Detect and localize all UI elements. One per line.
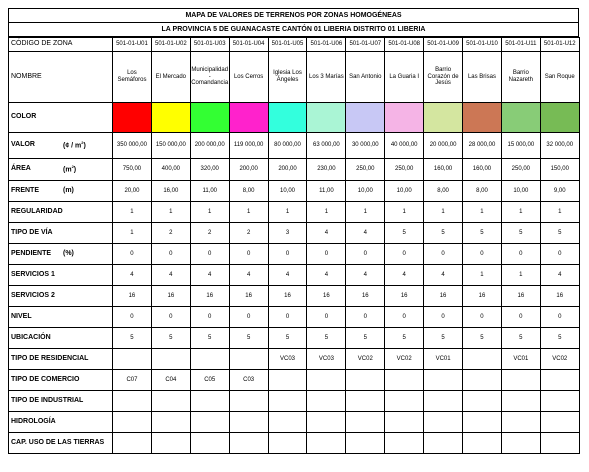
servicios1-cell: 4	[190, 265, 229, 286]
nombre-cell: Los Cerros	[229, 52, 268, 103]
area-label	[9, 159, 113, 181]
codigo-cell: 501-01-U08	[385, 38, 424, 52]
ubicacion-cell: 5	[385, 328, 424, 349]
empty-cell	[463, 412, 502, 433]
empty-cell	[463, 391, 502, 412]
servicios1-cell: 1	[501, 265, 540, 286]
nivel-cell: 0	[113, 307, 152, 328]
area-cell: 400,00	[151, 159, 190, 181]
residencial-cell	[229, 349, 268, 370]
comercio-cell	[268, 370, 307, 391]
frente-cell: 16,00	[151, 181, 190, 202]
servicios1-cell: 4	[229, 265, 268, 286]
empty-cell	[151, 412, 190, 433]
label-text: NOMBRE	[11, 72, 42, 80]
valor-cell: 150 000,00	[151, 133, 190, 159]
servicios1-cell: 4	[151, 265, 190, 286]
valor-cell: 350 000,00	[113, 133, 152, 159]
pendiente-cell: 0	[190, 244, 229, 265]
codigo-cell: 501-01-U04	[229, 38, 268, 52]
comercio-cell	[463, 370, 502, 391]
row-hidrologia	[9, 412, 580, 433]
label-text: PENDIENTE	[11, 249, 52, 257]
area-cell: 200,00	[268, 159, 307, 181]
empty-cell	[424, 412, 463, 433]
valor-cell: 63 000,00	[307, 133, 346, 159]
residencial-cell: VC02	[346, 349, 385, 370]
tipo-via-cell: 4	[307, 223, 346, 244]
row-tipo-via	[9, 223, 580, 244]
codigo-label	[9, 38, 113, 52]
ubicacion-cell: 5	[151, 328, 190, 349]
empty-cell	[385, 391, 424, 412]
empty-cell	[501, 391, 540, 412]
area-cell: 150,00	[540, 159, 579, 181]
tipo-via-cell: 5	[424, 223, 463, 244]
regularidad-cell: 1	[346, 202, 385, 223]
servicios2-cell: 16	[540, 286, 579, 307]
tipo-via-cell: 3	[268, 223, 307, 244]
valor-cell: 119 000,00	[229, 133, 268, 159]
nivel-cell: 0	[385, 307, 424, 328]
comercio-cell	[385, 370, 424, 391]
codigo-cell: 501-01-U12	[540, 38, 579, 52]
tipo-via-cell: 2	[151, 223, 190, 244]
servicios1-label	[9, 265, 113, 286]
ubicacion-cell: 5	[463, 328, 502, 349]
industrial-label	[9, 391, 113, 412]
empty-cell	[385, 433, 424, 454]
empty-cell	[113, 391, 152, 412]
servicios1-cell: 1	[463, 265, 502, 286]
servicios2-cell: 16	[229, 286, 268, 307]
area-cell: 250,00	[346, 159, 385, 181]
valuation-sheet	[8, 8, 579, 454]
frente-cell: 10,00	[501, 181, 540, 202]
codigo-cell: 501-01-U09	[424, 38, 463, 52]
row-comercio	[9, 370, 580, 391]
nivel-cell: 0	[229, 307, 268, 328]
document-title: MAPA DE VALORES DE TERRENOS POR ZONAS HOMOGÉNEAS	[9, 9, 579, 23]
row-cap-uso	[9, 433, 580, 454]
frente-cell: 11,00	[307, 181, 346, 202]
label-text: VALOR	[11, 141, 35, 149]
comercio-cell	[540, 370, 579, 391]
codigo-cell: 501-01-U03	[190, 38, 229, 52]
tipo-via-cell: 5	[463, 223, 502, 244]
empty-cell	[385, 412, 424, 433]
area-cell: 250,00	[385, 159, 424, 181]
row-servicios1	[9, 265, 580, 286]
comercio-cell: C03	[229, 370, 268, 391]
residencial-cell: VC01	[501, 349, 540, 370]
pendiente-label	[9, 244, 113, 265]
label-text: CAP. USO DE LAS TIERRAS	[11, 438, 105, 446]
color-swatch	[307, 103, 346, 133]
area-cell: 320,00	[190, 159, 229, 181]
pendiente-cell: 0	[268, 244, 307, 265]
servicios2-cell: 16	[463, 286, 502, 307]
row-regularidad	[9, 202, 580, 223]
servicios2-cell: 16	[113, 286, 152, 307]
regularidad-cell: 1	[463, 202, 502, 223]
codigo-cell: 501-01-U11	[501, 38, 540, 52]
servicios2-cell: 16	[307, 286, 346, 307]
residencial-cell: VC02	[385, 349, 424, 370]
label-text: SERVICIOS 2	[11, 291, 55, 299]
tipo-via-cell: 2	[190, 223, 229, 244]
color-swatch	[268, 103, 307, 133]
empty-cell	[113, 433, 152, 454]
color-swatch	[501, 103, 540, 133]
area-cell: 750,00	[113, 159, 152, 181]
tipo-via-cell: 5	[501, 223, 540, 244]
comercio-cell: C05	[190, 370, 229, 391]
pendiente-cell: 0	[229, 244, 268, 265]
servicios2-cell: 16	[151, 286, 190, 307]
empty-cell	[307, 433, 346, 454]
residencial-cell	[151, 349, 190, 370]
nivel-cell: 0	[268, 307, 307, 328]
nombre-label	[9, 52, 113, 103]
ubicacion-cell: 5	[501, 328, 540, 349]
color-swatch	[385, 103, 424, 133]
nivel-cell: 0	[463, 307, 502, 328]
frente-cell: 11,00	[190, 181, 229, 202]
unit-label: (m)	[63, 186, 74, 194]
label-text: ÁREA	[11, 165, 31, 173]
servicios2-cell: 16	[268, 286, 307, 307]
servicios2-cell: 16	[190, 286, 229, 307]
pendiente-cell: 0	[346, 244, 385, 265]
ubicacion-cell: 5	[190, 328, 229, 349]
tipo-via-cell: 2	[229, 223, 268, 244]
servicios2-cell: 16	[501, 286, 540, 307]
servicios1-cell: 4	[385, 265, 424, 286]
ubicacion-cell: 5	[268, 328, 307, 349]
empty-cell	[268, 412, 307, 433]
row-codigo	[9, 38, 580, 52]
empty-cell	[424, 433, 463, 454]
nombre-cell: Iglesia Los Ángeles	[268, 52, 307, 103]
comercio-cell	[307, 370, 346, 391]
residencial-cell: VC01	[424, 349, 463, 370]
pendiente-cell: 0	[113, 244, 152, 265]
nombre-cell: Municipalidad - Comandancia	[190, 52, 229, 103]
color-swatch	[424, 103, 463, 133]
nombre-cell: El Mercado	[151, 52, 190, 103]
label-text: UBICACIÓN	[11, 333, 51, 341]
valor-cell: 200 000,00	[190, 133, 229, 159]
area-cell: 160,00	[424, 159, 463, 181]
pendiente-cell: 0	[501, 244, 540, 265]
color-swatch	[463, 103, 502, 133]
nombre-cell: Barrio Nazareth	[501, 52, 540, 103]
label-text: HIDROLOGÍA	[11, 417, 56, 425]
ubicacion-cell: 5	[424, 328, 463, 349]
empty-cell	[190, 391, 229, 412]
valor-cell: 32 000,00	[540, 133, 579, 159]
codigo-cell: 501-01-U01	[113, 38, 152, 52]
row-residencial	[9, 349, 580, 370]
unit-label: (%)	[63, 249, 74, 257]
pendiente-cell: 0	[424, 244, 463, 265]
row-ubicacion	[9, 328, 580, 349]
tipo-via-label	[9, 223, 113, 244]
label-text: TIPO DE COMERCIO	[11, 375, 80, 383]
zone-table	[8, 37, 580, 454]
ubicacion-cell: 5	[229, 328, 268, 349]
empty-cell	[346, 412, 385, 433]
empty-cell	[501, 433, 540, 454]
residencial-cell	[190, 349, 229, 370]
row-servicios2	[9, 286, 580, 307]
tipo-via-cell: 5	[540, 223, 579, 244]
label-text: NIVEL	[11, 312, 32, 320]
title-block	[8, 8, 579, 37]
nivel-cell: 0	[307, 307, 346, 328]
row-pendiente	[9, 244, 580, 265]
residencial-cell: VC02	[540, 349, 579, 370]
area-cell: 230,00	[307, 159, 346, 181]
row-frente	[9, 181, 580, 202]
empty-cell	[346, 391, 385, 412]
servicios2-label	[9, 286, 113, 307]
residencial-cell: VC03	[268, 349, 307, 370]
regularidad-cell: 1	[268, 202, 307, 223]
comercio-cell	[424, 370, 463, 391]
tipo-via-cell: 5	[385, 223, 424, 244]
area-cell: 250,00	[501, 159, 540, 181]
nivel-cell: 0	[501, 307, 540, 328]
valor-cell: 28 000,00	[463, 133, 502, 159]
label-text: TIPO DE VÍA	[11, 228, 53, 236]
nombre-cell: San Antonio	[346, 52, 385, 103]
label-text: REGULARIDAD	[11, 207, 63, 215]
comercio-cell	[346, 370, 385, 391]
servicios2-cell: 16	[385, 286, 424, 307]
nombre-cell: Los Semáforos	[113, 52, 152, 103]
color-swatch	[229, 103, 268, 133]
regularidad-cell: 1	[540, 202, 579, 223]
label-text: TIPO DE RESIDENCIAL	[11, 354, 89, 362]
empty-cell	[463, 433, 502, 454]
frente-cell: 10,00	[346, 181, 385, 202]
area-cell: 200,00	[229, 159, 268, 181]
empty-cell	[540, 412, 579, 433]
comercio-cell	[501, 370, 540, 391]
label-text: COLOR	[11, 113, 37, 121]
residencial-label	[9, 349, 113, 370]
empty-cell	[346, 433, 385, 454]
frente-cell: 10,00	[385, 181, 424, 202]
tipo-via-cell: 1	[113, 223, 152, 244]
empty-cell	[307, 412, 346, 433]
codigo-cell: 501-01-U07	[346, 38, 385, 52]
empty-cell	[190, 433, 229, 454]
empty-cell	[151, 391, 190, 412]
area-cell: 160,00	[463, 159, 502, 181]
regularidad-cell: 1	[229, 202, 268, 223]
pendiente-cell: 0	[385, 244, 424, 265]
color-swatch	[151, 103, 190, 133]
frente-cell: 8,00	[463, 181, 502, 202]
ubicacion-cell: 5	[307, 328, 346, 349]
row-nivel	[9, 307, 580, 328]
servicios2-cell: 16	[346, 286, 385, 307]
nombre-cell: La Guaria I	[385, 52, 424, 103]
pendiente-cell: 0	[307, 244, 346, 265]
row-nombre	[9, 52, 580, 103]
row-valor	[9, 133, 580, 159]
frente-cell: 9,00	[540, 181, 579, 202]
label-text: FRENTE	[11, 186, 39, 194]
frente-cell: 8,00	[424, 181, 463, 202]
nombre-cell: Barrio Corazón de Jesús	[424, 52, 463, 103]
label-text: SERVICIOS 1	[11, 270, 55, 278]
nivel-cell: 0	[424, 307, 463, 328]
valor-cell: 15 000,00	[501, 133, 540, 159]
codigo-cell: 501-01-U02	[151, 38, 190, 52]
regularidad-cell: 1	[385, 202, 424, 223]
frente-cell: 8,00	[229, 181, 268, 202]
ubicacion-cell: 5	[346, 328, 385, 349]
document-subtitle: LA PROVINCIA 5 DE GUANACASTE CANTÓN 01 LIBERIA DISTRITO 01 LIBERIA	[9, 23, 579, 37]
pendiente-cell: 0	[540, 244, 579, 265]
nivel-cell: 0	[151, 307, 190, 328]
codigo-cell: 501-01-U05	[268, 38, 307, 52]
valor-label	[9, 133, 113, 159]
ubicacion-label	[9, 328, 113, 349]
regularidad-label	[9, 202, 113, 223]
cap-uso-label	[9, 433, 113, 454]
frente-label	[9, 181, 113, 202]
empty-cell	[190, 412, 229, 433]
row-color	[9, 103, 580, 133]
residencial-cell	[113, 349, 152, 370]
comercio-label	[9, 370, 113, 391]
color-label	[9, 103, 113, 133]
empty-cell	[307, 391, 346, 412]
empty-cell	[268, 391, 307, 412]
valor-cell: 80 000,00	[268, 133, 307, 159]
servicios1-cell: 4	[346, 265, 385, 286]
empty-cell	[540, 391, 579, 412]
ubicacion-cell: 5	[113, 328, 152, 349]
codigo-cell: 501-01-U10	[463, 38, 502, 52]
codigo-cell: 501-01-U06	[307, 38, 346, 52]
pendiente-cell: 0	[463, 244, 502, 265]
unit-label: (¢ / $m^2$)	[63, 140, 86, 150]
unit-label: $(m^2)$	[63, 164, 77, 174]
empty-cell	[229, 391, 268, 412]
frente-cell: 10,00	[268, 181, 307, 202]
residencial-cell	[463, 349, 502, 370]
comercio-cell: C04	[151, 370, 190, 391]
valor-cell: 30 000,00	[346, 133, 385, 159]
servicios2-cell: 16	[424, 286, 463, 307]
servicios1-cell: 4	[424, 265, 463, 286]
label-text: TIPO DE INDUSTRIAL	[11, 396, 84, 404]
empty-cell	[113, 412, 152, 433]
regularidad-cell: 1	[307, 202, 346, 223]
ubicacion-cell: 5	[540, 328, 579, 349]
regularidad-cell: 1	[190, 202, 229, 223]
nivel-cell: 0	[190, 307, 229, 328]
empty-cell	[540, 433, 579, 454]
tipo-via-cell: 4	[346, 223, 385, 244]
frente-cell: 20,00	[113, 181, 152, 202]
empty-cell	[229, 433, 268, 454]
color-swatch	[113, 103, 152, 133]
valor-cell: 20 000,00	[424, 133, 463, 159]
regularidad-cell: 1	[501, 202, 540, 223]
color-swatch	[190, 103, 229, 133]
empty-cell	[424, 391, 463, 412]
regularidad-cell: 1	[151, 202, 190, 223]
nombre-cell: San Roque	[540, 52, 579, 103]
empty-cell	[268, 433, 307, 454]
hidrologia-label	[9, 412, 113, 433]
pendiente-cell: 0	[151, 244, 190, 265]
servicios1-cell: 4	[113, 265, 152, 286]
color-swatch	[346, 103, 385, 133]
nivel-cell: 0	[540, 307, 579, 328]
servicios1-cell: 4	[268, 265, 307, 286]
valor-cell: 40 000,00	[385, 133, 424, 159]
servicios1-cell: 4	[307, 265, 346, 286]
label-text: CÓDIGO DE ZONA	[11, 40, 73, 48]
regularidad-cell: 1	[424, 202, 463, 223]
comercio-cell: C07	[113, 370, 152, 391]
servicios1-cell: 4	[540, 265, 579, 286]
nombre-cell: Las Brisas	[463, 52, 502, 103]
row-industrial	[9, 391, 580, 412]
color-swatch	[540, 103, 579, 133]
nombre-cell: Los 3 Marías	[307, 52, 346, 103]
nivel-label	[9, 307, 113, 328]
empty-cell	[501, 412, 540, 433]
residencial-cell: VC03	[307, 349, 346, 370]
empty-cell	[151, 433, 190, 454]
regularidad-cell: 1	[113, 202, 152, 223]
empty-cell	[229, 412, 268, 433]
row-area	[9, 159, 580, 181]
nivel-cell: 0	[346, 307, 385, 328]
